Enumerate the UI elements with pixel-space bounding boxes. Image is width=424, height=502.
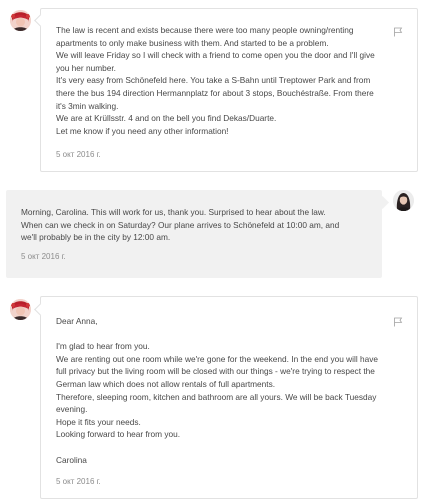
- flag-icon[interactable]: [393, 317, 403, 327]
- message-line: Let me know if you need any other information!: [56, 125, 229, 136]
- message-card: [40, 8, 418, 172]
- message-date: 5 окт 2016 г.: [21, 252, 66, 261]
- message-body: [56, 24, 375, 137]
- message-line: apartments to only make business with them. And started to be a problem.: [56, 37, 329, 48]
- message-line: you her number.: [56, 62, 116, 73]
- message-body: [21, 206, 339, 244]
- message-line: Morning, Carolina. This will work for us, thank you. Surprised to hear about the law.: [21, 207, 326, 217]
- message-date: 5 окт 2016 г.: [56, 477, 101, 486]
- own-message-card: [6, 190, 382, 278]
- host-avatar[interactable]: [10, 299, 31, 320]
- message-line: it's 3min walking.: [56, 100, 119, 111]
- message-line: We will leave Friday so I will check with a friend to come open you the door and I'll give: [56, 50, 375, 61]
- message-line: We are at Krüllsstr. 4 and on the bell you find Dekas/Duarte.: [56, 113, 277, 124]
- message-signature: Carolina: [56, 454, 87, 465]
- message-line: It's very easy from Schönefeld here. You take a S-Bahn until Treptower Park and from: [56, 75, 371, 86]
- flag-icon[interactable]: [393, 27, 403, 37]
- message-date: 5 окт 2016 г.: [56, 150, 101, 159]
- message-line: we'll probably be in the city by 12:00 am.: [21, 232, 171, 243]
- message-line: Looking forward to hear from you.: [56, 429, 181, 440]
- message-body: [56, 315, 378, 466]
- message-line: We are renting out one room while we're gone for the weekend. In the end you will have: [56, 353, 378, 364]
- message-line: German law which does not allow rentals of full apartments.: [56, 378, 276, 389]
- message-line: there the bus 194 direction Hermannplatz for about 3 stops, Bouchéstraße. From there: [56, 87, 374, 98]
- message-line: full privacy but the living room will be closed with our things - we're trying to respect the: [56, 366, 375, 377]
- message-line: evening.: [56, 404, 88, 415]
- message-card: [40, 296, 418, 499]
- message-line: I'm glad to hear from you.: [56, 341, 150, 352]
- message-line: The law is recent and exists because there were too many people owning/renting: [56, 25, 354, 35]
- guest-avatar[interactable]: [393, 190, 414, 211]
- message-line: When can we check in on Saturday? Our plane arrives to Schönefeld at 10:00 am, and: [21, 219, 340, 230]
- message-line: Therefore, sleeping room, kitchen and bathroom are all yours. We will be back Tuesday: [56, 391, 377, 402]
- message-greeting: Dear Anna,: [56, 316, 98, 326]
- host-avatar[interactable]: [10, 10, 31, 31]
- message-line: Hope it fits your needs.: [56, 416, 141, 427]
